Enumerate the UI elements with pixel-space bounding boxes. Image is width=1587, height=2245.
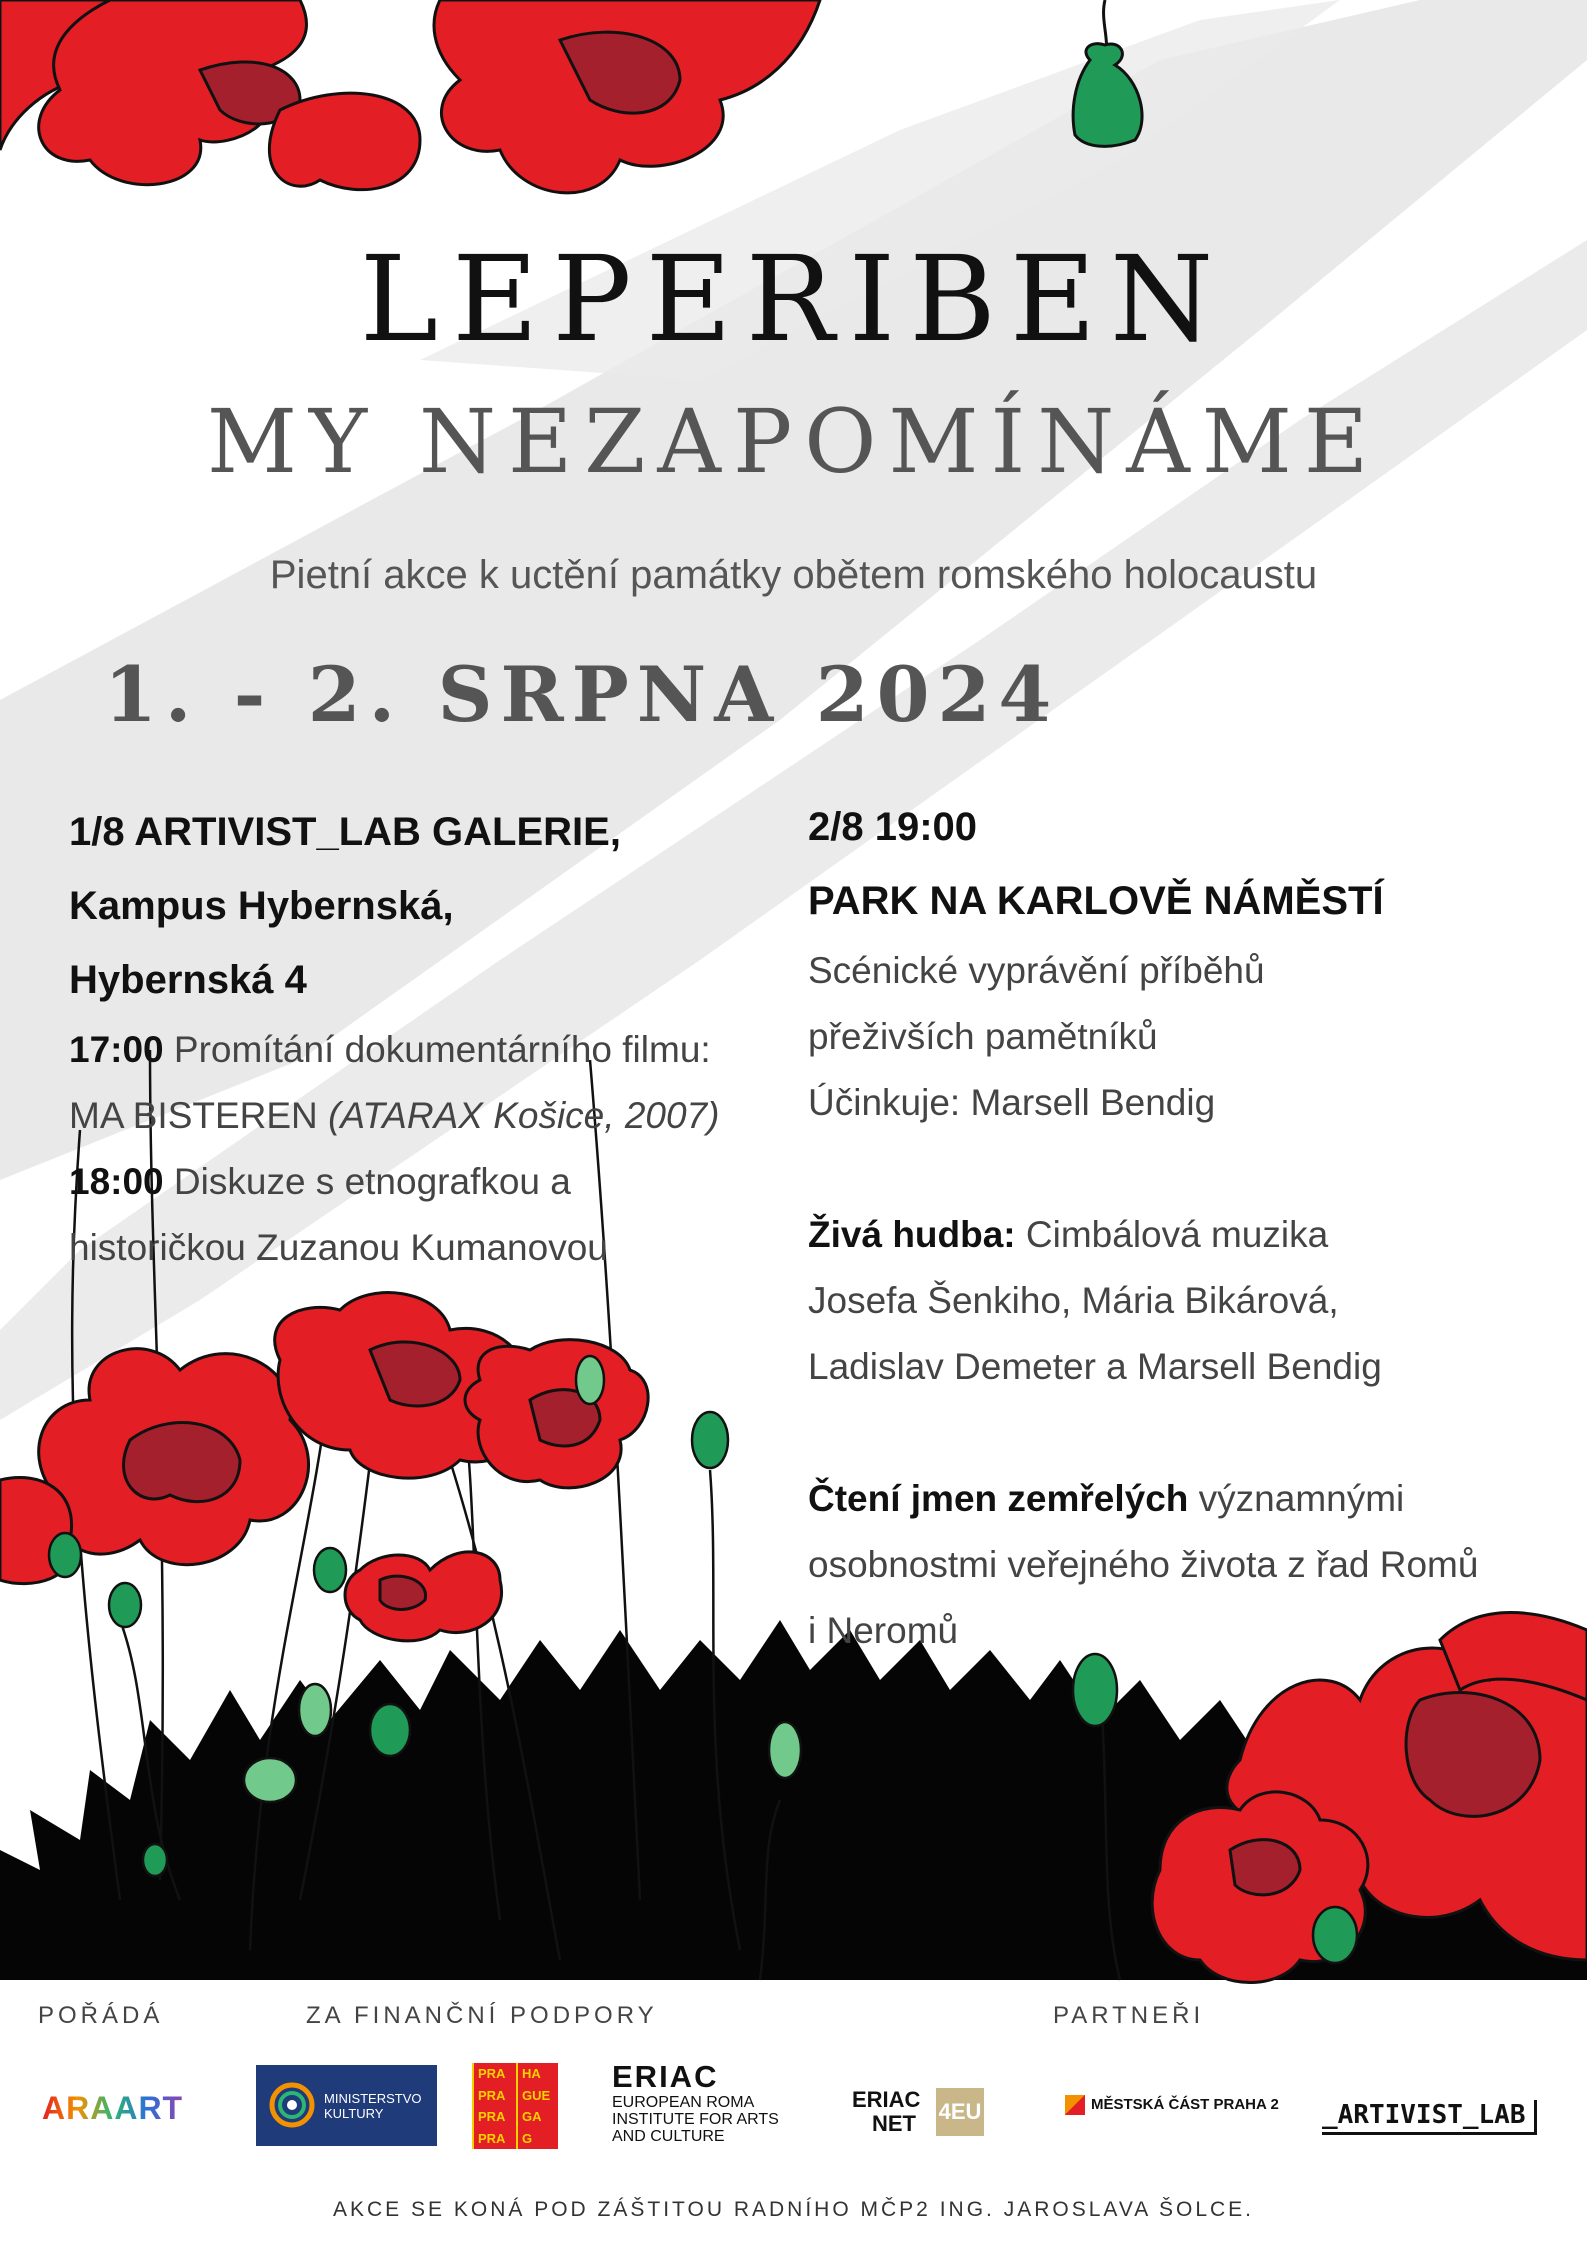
event-title: LEPERIBEN [359, 230, 1228, 368]
venue-line-3: Hybernská 4 [69, 958, 307, 1002]
praha-logo-cell: G [516, 2128, 554, 2150]
praha2-square-icon [1065, 2095, 1085, 2115]
ministry-emblem-icon [268, 2081, 316, 2129]
event-description: Pietní akce k uctění památky obětem romského holocaustu [269, 553, 1318, 597]
praha2-logo-text: MĚSTSKÁ ČÁST PRAHA 2 [1091, 2095, 1279, 2113]
music-text: Cimbálová muzika [1015, 1214, 1329, 1255]
day2-time: 2/8 19:00 [808, 805, 978, 849]
reading-label: Čtení jmen zemřelých [808, 1478, 1189, 1519]
day2-p1-line3: Účinkuje: Marsell Bendig [808, 1082, 1216, 1123]
praha-logo-cell: PRA [478, 2130, 506, 2146]
praha-logo [472, 2063, 558, 2149]
praha-logo-cell: PRA [478, 2087, 506, 2103]
event-date: 1. - 2. SRPNA 2024 [104, 650, 1060, 739]
day2-reading-line3: i Neromů [808, 1610, 959, 1651]
film-title: MA BISTEREN [69, 1095, 329, 1136]
day2-reading-line1 [808, 1466, 1548, 1532]
venue-line-2: Kampus Hybernská, [69, 884, 454, 928]
day2-music-line2: Josefa Šenkiho, Mária Bikárová, [808, 1280, 1339, 1321]
venue-line-1: 1/8 ARTIVIST_LAB GALERIE, [69, 810, 621, 854]
artivist-lab-logo: _ARTIVIST_LAB [1322, 2100, 1537, 2135]
eriac-net-line1: ERIAC [852, 2087, 921, 2112]
reading-text: významnými [1188, 1478, 1405, 1519]
praha-logo-cell: PRA [478, 2066, 506, 2081]
praha-logo-cell: PRA [478, 2109, 506, 2124]
program-item-film [69, 1017, 769, 1083]
program-time: 18:00 [69, 1161, 164, 1202]
praha-logo-cell: HA [516, 2063, 554, 2085]
event-subtitle: MY NEZAPOMÍNÁME [206, 390, 1381, 493]
program-item-discussion-detail: historičkou Zuzanou Kumanovou [69, 1227, 608, 1268]
organizer-label: POŘÁDÁ [38, 2002, 164, 2029]
patronage-note: AKCE SE KONÁ POD ZÁŠTITOU RADNÍHO MČP2 ING. JAROSLAVA ŠOLCE. [333, 2198, 1254, 2221]
ministry-name-line2: KULTURY [324, 2106, 384, 2121]
program-day-1 [69, 795, 769, 1281]
program-text: Diskuze s etnografkou a [163, 1161, 571, 1202]
eriac-net-logo [852, 2087, 982, 2136]
eriac-logo-line1: EUROPEAN ROMA [612, 2094, 755, 2111]
eriac-logo-title: ERIAC [612, 2059, 719, 2094]
ministry-logo [256, 2065, 437, 2146]
support-label: ZA FINANČNÍ PODPORY [306, 2002, 658, 2029]
program-item-discussion [69, 1149, 769, 1215]
day2-music-line3: Ladislav Demeter a Marsell Bendig [808, 1346, 1382, 1387]
araart-logo-text: ARAART [42, 2090, 184, 2126]
eriac-net-badge: 4EU [936, 2088, 984, 2136]
day2-p1-line1: Scénické vyprávění příběhů [808, 950, 1265, 991]
program-time: 17:00 [69, 1029, 164, 1070]
program-day-2 [808, 790, 1548, 1664]
day2-music-line1 [808, 1202, 1548, 1268]
program-item-film-detail [69, 1083, 769, 1149]
praha-logo-cell: GUE [516, 2085, 554, 2107]
araart-logo [42, 2090, 183, 2127]
day2-venue: PARK NA KARLOVĚ NÁMĚSTÍ [808, 879, 1384, 923]
day2-p1-line2: přeživších pamětníků [808, 1016, 1158, 1057]
music-label: Živá hudba: [808, 1214, 1016, 1255]
eriac-logo [612, 2060, 779, 2145]
praha2-logo [1065, 2095, 1279, 2115]
ministry-name-line1: MINISTERSTVO [324, 2091, 422, 2106]
praha-logo-cell: GA [516, 2106, 554, 2128]
eriac-logo-line3: AND CULTURE [612, 2128, 725, 2145]
day2-reading-line2: osobnostmi veřejného života z řad Romů [808, 1544, 1479, 1585]
eriac-net-line2: NET [872, 2111, 916, 2136]
program-text: Promítání dokumentárního filmu: [163, 1029, 711, 1070]
film-credit: (ATARAX Košice, 2007) [328, 1095, 720, 1136]
partners-label: PARTNEŘI [1053, 2002, 1205, 2029]
eriac-logo-line2: INSTITUTE FOR ARTS [612, 2111, 779, 2128]
